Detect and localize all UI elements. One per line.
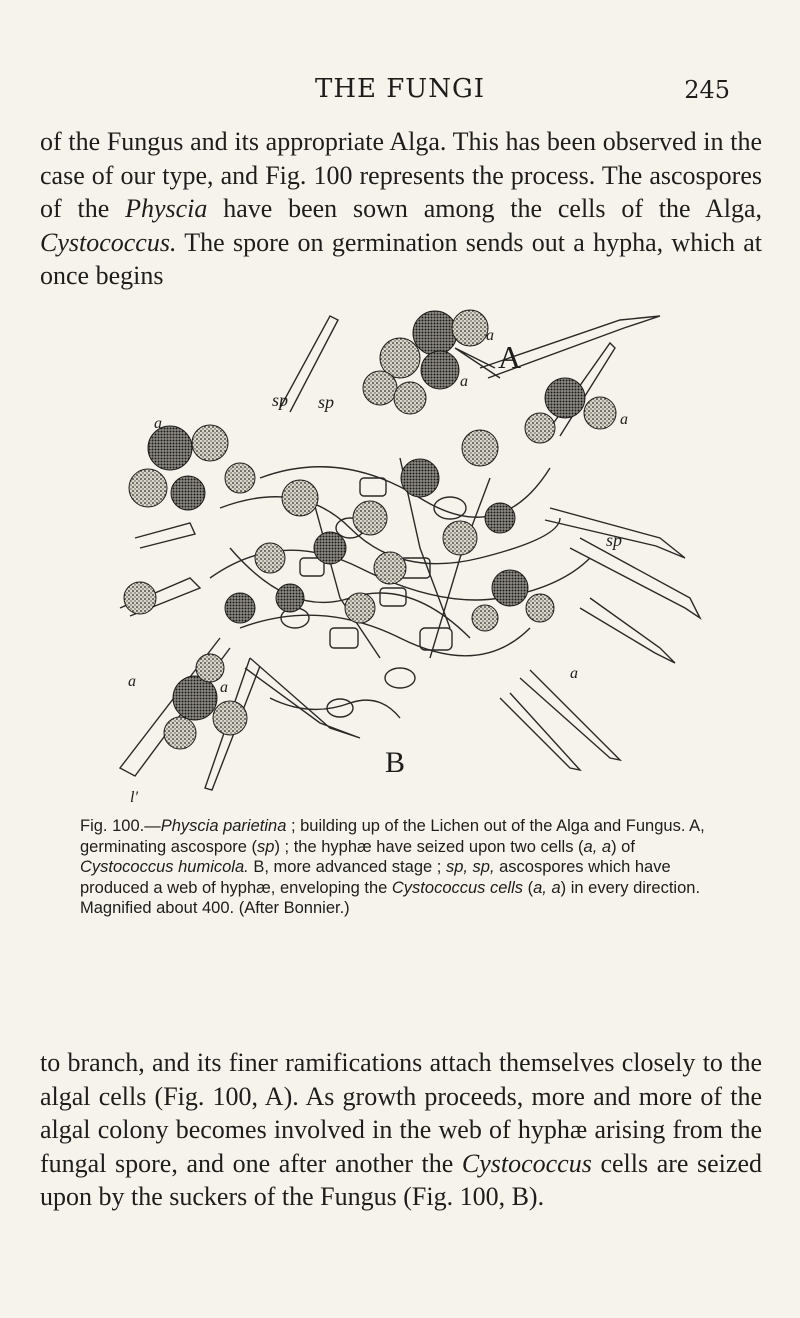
- label-a-1: a: [486, 327, 494, 344]
- page-number: 245: [684, 76, 730, 104]
- paragraph-top-text-3: The spore on germination sends out a hypha, which at once begins: [40, 227, 762, 291]
- paragraph-top-text-2: have been sown among the cells of the Alga,: [207, 194, 762, 224]
- caption-text-7: (: [523, 878, 534, 897]
- caption-a-a-1: a, a: [583, 837, 612, 856]
- paragraph-top-text-1: of the Fungus and its appropriate Alga. This has been observed in the case of our type, and Fig. 100 represents the process. The ascospores of the: [40, 127, 762, 224]
- caption-text-4: ) of: [611, 837, 635, 856]
- paragraph-bottom-text-2: cells are seized upon by the suckers of the Fungus (Fig. 100, B).: [40, 1148, 762, 1212]
- caption-sp: sp: [257, 837, 275, 856]
- label-a-6: a: [220, 679, 228, 696]
- caption-text-3: ) ; the hyphæ have seized upon two cells (: [274, 837, 584, 856]
- caption-text-5: B, more advanced stage ;: [248, 858, 446, 877]
- caption-species: Physcia parietina: [160, 817, 287, 835]
- genus-cystococcus-2: Cystococcus: [461, 1148, 592, 1178]
- label-sp-2: sp: [318, 392, 335, 412]
- caption-cystococcus-humicola: Cystococcus humicola.: [80, 858, 249, 877]
- running-title: THE FUNGI: [314, 74, 485, 104]
- page-header: [0, 74, 800, 108]
- label-a-2: a: [460, 373, 468, 390]
- species-physcia: Physcia: [125, 194, 208, 224]
- caption-text-2: ; building up of the Lichen out of the Alga and Fungus. A, germinating ascospore (: [80, 817, 705, 856]
- caption-cystococcus-cells: Cystococcus cells: [391, 878, 524, 897]
- lichen-illustration: [100, 298, 720, 818]
- paragraph-bottom: [40, 1046, 762, 1214]
- caption-text-1: 100.—: [107, 817, 161, 835]
- label-a-3: a: [154, 415, 162, 432]
- label-prime: l': [130, 789, 138, 806]
- caption-text-6: ascospores which have produced a web of hyphæ, enveloping the: [80, 858, 671, 897]
- label-part-a: A: [498, 339, 522, 375]
- caption-fig-label: Fig.: [80, 817, 108, 835]
- figure-caption: [80, 816, 720, 919]
- label-a-5: a: [128, 673, 136, 690]
- label-a-7: a: [570, 665, 578, 682]
- lichen-figure: [100, 298, 720, 818]
- label-part-b: B: [385, 746, 406, 779]
- caption-a-a-2: a, a: [533, 878, 561, 897]
- label-sp-3: sp: [606, 530, 623, 550]
- paragraph-top: [40, 125, 762, 293]
- paragraph-bottom-text-1: to branch, and its finer ramifications attach themselves closely to the algal cells (Fig. 100, A). As growth proceeds, more and more of the algal colony becomes involved in the web of hyphæ arising from the fungal spore, and one after another the: [40, 1048, 762, 1178]
- genus-cystococcus: Cystococcus.: [40, 227, 177, 257]
- caption-sp-sp: sp, sp,: [445, 858, 495, 877]
- caption-text-8: ) in every direction. Magnified about 400. (After Bonnier.): [80, 878, 701, 918]
- label-sp-1: sp: [272, 390, 289, 410]
- label-a-4: a: [620, 411, 628, 428]
